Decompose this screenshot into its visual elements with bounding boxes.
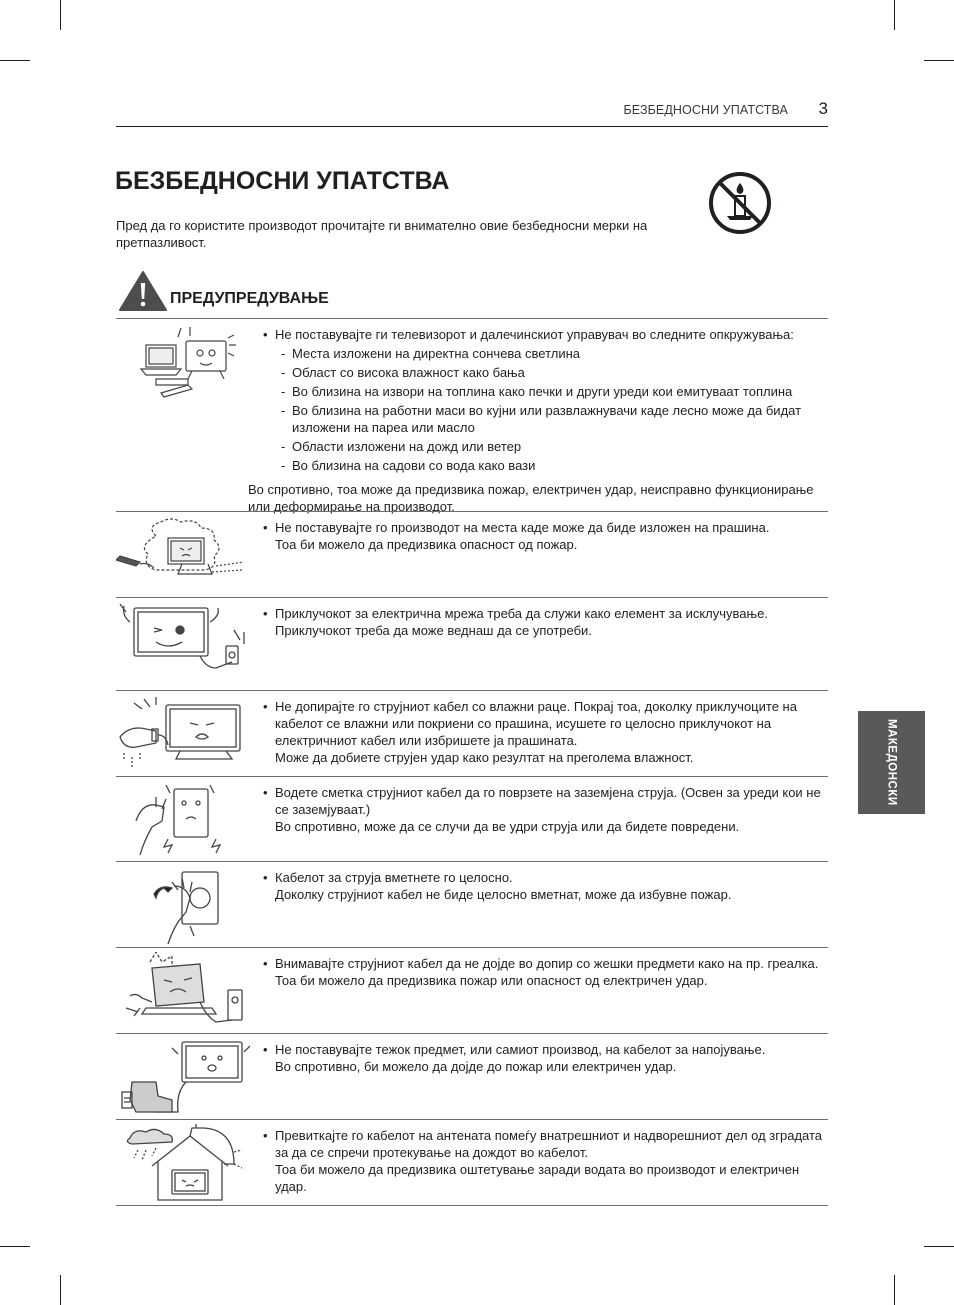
crop-mark: [60, 0, 61, 30]
sub-item: - Област со висока влажност како бања: [281, 365, 525, 380]
sub-item: - Во близина на садови со вода како вази: [281, 458, 536, 473]
bullet-continuation: Тоа би можело да предизвика опасност од пожар.: [275, 537, 578, 552]
bullet-item: • Кабелот за струја вметнете го целосно.: [263, 870, 513, 885]
sub-item: - Области изложени на дожд или ветер: [281, 439, 522, 454]
bullet-item: • Не допирајте го струјниот кабел со влажни раце. Покрај тоа, доколку приклучоците на кабелот се влажни или покриени со прашина, исушете го целосно приклучокот на електричниот кабел или избришете ја прашината.: [263, 699, 797, 748]
warning-item: [116, 1119, 828, 1206]
bullet-item: • Приклучокот за електрична мрежа треба да служи како елемент за исклучување.: [263, 606, 768, 621]
crop-mark: [924, 60, 954, 61]
warning-item: [116, 597, 828, 691]
sub-item: - Места изложени на директна сончева светлина: [281, 346, 581, 361]
antenna-cable-house-illustration: [116, 1124, 256, 1204]
bullet-continuation: Приклучокот треба да може веднаш да се употреби.: [275, 623, 592, 638]
bullet-continuation: Во спротивно, може да се случи да ве удри струја или да бидете повредени.: [275, 819, 740, 834]
cable-near-heater-illustration: [116, 952, 256, 1032]
wet-hands-plug-illustration: [116, 695, 256, 775]
bullet-item: • Не поставувајте ги телевизорот и далечинскиот управувач во следните опкружувања:: [263, 327, 794, 342]
crop-mark: [0, 60, 30, 61]
warning-item: [116, 1033, 828, 1120]
bullet-item: • Внимавајте струјниот кабел да не дојде во допир со жешки предмети како на пр. греалка.: [263, 956, 819, 971]
language-tab: [858, 711, 925, 814]
heavy-object-on-cable-illustration: [116, 1038, 256, 1118]
bullet-item: • Превиткајте го кабелот на антената помеѓу внатрешниот и надворешниот дел од зградата за да се спречи протекување на дождот во кабелот.: [263, 1128, 823, 1160]
bullet-item: • Не поставувајте тежок предмет, или самиот производ, на кабелот за напојување.: [263, 1042, 766, 1057]
header-section-title: БЕЗБЕДНОСНИ УПАТСТВА: [623, 103, 788, 117]
warning-triangle-icon: [118, 270, 168, 312]
running-header: [116, 100, 828, 127]
insert-plug-fully-illustration: [116, 866, 256, 946]
sub-item: - Во близина на работни маси во кујни или развлажнувачи каде лесно може да бидат изложени на пареа или масло: [281, 403, 802, 435]
bullet-continuation: Може да добиете струјен удар како резултат на преголема влажност.: [275, 750, 694, 765]
consequence-text: Во спротивно, тоа може да предизвика пожар, електричен удар, неисправно функционирање или деформирање на производот.: [248, 482, 814, 514]
page-title: БЕЗБЕДНОСНИ УПАТСТВА: [115, 167, 450, 195]
crop-mark: [60, 1275, 61, 1305]
bullet-item: • Водете сметка струјниот кабел да го поврзете на заземјена струја. (Освен за уреди кои не се заземјуваат.): [263, 785, 821, 817]
grounded-outlet-illustration: [116, 781, 256, 861]
bullet-continuation: Тоа би можело да предизвика пожар или опасност од електричен удар.: [275, 973, 708, 988]
crop-mark: [894, 0, 895, 30]
warning-item: [116, 776, 828, 862]
bullet-continuation: Доколку струјниот кабел не биде целосно вметнат, може да избувне пожар.: [275, 887, 732, 902]
intro-text: Пред да го користите производот прочитајте ги внимателно овие безбедносни мерки на претпазливост.: [116, 218, 648, 250]
warning-item: [116, 318, 828, 512]
warning-item: [116, 861, 828, 948]
warning-item: [116, 947, 828, 1034]
bullet-item: • Не поставувајте го производот на места каде може да биде изложен на прашина.: [263, 520, 770, 535]
tv-in-sunlight-illustration: [116, 323, 256, 407]
warning-item: [116, 511, 828, 598]
bullet-continuation: Тоа би можело да предизвика оштетување заради водата во производот и електричен удар.: [275, 1162, 800, 1194]
crop-mark: [924, 1246, 954, 1247]
warning-heading: ПРЕДУПРЕДУВАЊЕ: [170, 290, 329, 307]
no-candle-icon: [707, 170, 773, 236]
sub-item: - Во близина на извори на топлина како печки и други уреди кои емитуваат топлина: [281, 384, 793, 399]
tv-with-plug-illustration: [116, 602, 256, 682]
language-tab-label: МАКЕДОНСКИ: [885, 719, 898, 806]
tv-in-dust-illustration: [116, 516, 256, 594]
page-number: 3: [818, 99, 828, 118]
warning-item: [116, 690, 828, 777]
bullet-continuation: Во спротивно, би можело да дојде до пожар или електричен удар.: [275, 1059, 677, 1074]
crop-mark: [894, 1275, 895, 1305]
crop-mark: [0, 1246, 30, 1247]
